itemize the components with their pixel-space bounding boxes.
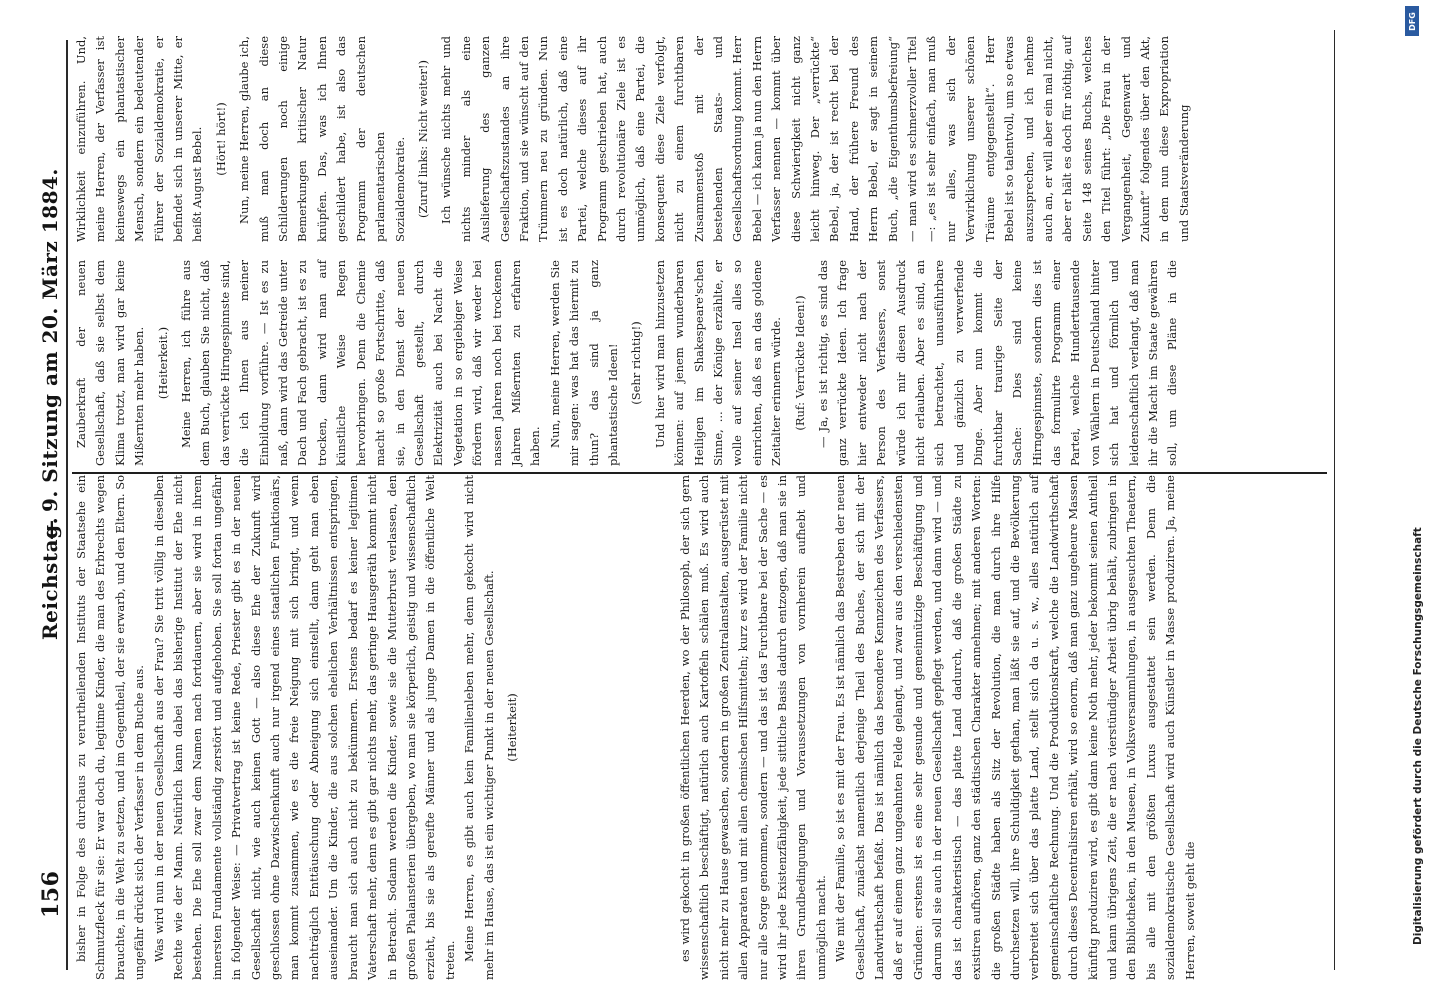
paragraph: Nun, meine Herren, glaube ich, muß man doch an diese Schilderungen noch einige Bemerkungen kritischer Natur knüpfen. Das, was ich Ihnen geschildert habe, ist also das Programm der deutschen parlamentarischen Sozialdemokratie. [237,36,407,242]
aside-remark: (Heiterkeit.) [155,326,170,400]
dfg-logo-text: DFG [1407,11,1417,31]
paragraph: es wird gekocht in großen öffentlichen Heerden, wo der Philosoph, der sich gern wissenschaftlich beschäftigt, natürlich auch Kartoffeln schälen muß. Es wird auch nicht mehr zu Hause gewaschen, sondern in großen Zentralanstalten, ausgerüstet mit allen Apparaten und mit allen chemischen Hilfsmitteln; kurz es wird der Familie nicht nur alle Sorge genommen, sondern — und das ist das Furchtbare bei der Sache — es wird ihr jede Existenzfähigkeit, jede sittliche Basis dadurch entzogen, daß man sie in ihren Grundbedingungen und Voraussetzungen von vornherein aufhebt und unmöglich macht. [678,475,828,980]
paragraph: Zauberkraft der neuen Gesellschaft, daß sie selbst dem Klima trotzt, man wird gar keine Mißernten mehr haben. [74,260,147,466]
aside-remark: (Ruf: Verrückte Ideen!) [792,295,807,431]
paragraph: Meine Herren, ich führe aus dem Buch, glauben Sie nicht, daß das verrückte Hirngespinnste sind, die ich Ihnen aus meiner Einbildung vorführe. — Ist es zu naß, dann wird das Getreide unter Dach und Fach gebracht, ist es zu trocken, dann wird man auf künstliche Weise Regen hervorbringen. Denn die Chemie macht so große Fortschritte, daß sie, in den Dienst der neuen Gesellschaft gestellt, durch Elektrizität auch bei Nacht die Vegetation in so ergiebiger Weise fördern wird, daß wir weder bei nassen Jahren noch bei trockenen Jahren Mißernten zu erfahren haben. [179,260,543,466]
column-left-lower-continued [676,475,1316,980]
column-right-upper [72,36,1322,466]
page-right-rule [1334,30,1335,970]
aside-remark: (Sehr richtig!) [629,321,644,405]
paragraph: — Ja, es ist richtig, es sind das ganz verrückte Ideen. Ich frage hier entweder nicht nach der Person des Verfassers, sonst würde ich mir diesen Ausdruck nicht erlauben. Aber es sind, an sich betrachtet, unausführbare und gänzlich zu verwerfende Dinge. Aber nun kommt die furchtbar traurige Seite der Sache: Dies sind keine Hirngespinnste, sondern dies ist das formulirte Programm einer Partei, welche Hunderttausende von Wählern in Deutschland hinter sich hat und förmlich und leidenschaftlich verlangt, daß man ihr die Macht im Staate gewähren soll, um diese Pläne in die Wirklichkeit einzuführen. Und, meine Herren, der Verfasser ist keineswegs ein phantastischer Mensch, sondern ein bedeutender Führer der Sozialdemokratie, er befindet sich in unserer Mitte, er heißt August Bebel. [74,36,1180,466]
paragraph: Nun, meine Herren, werden Sie mir sagen: was hat das hiermit zu thun? das sind ja ganz phantastische Ideen! [547,260,620,466]
paragraph: Meine Herren, es gibt auch kein Familienleben mehr, denn gekocht wird nicht mehr im Hause, das ist ein wichtiger Punkt in der neuen Gesellschaft. [462,475,496,980]
digitization-credit: Digitalisierung gefördert durch die Deutsche Forschungsgemeinschaft [1412,527,1424,945]
session-title: — 9. Sitzung am 20. März 1884. [38,168,62,540]
aside-remark: (Zuruf links: Nicht weiter!) [415,59,430,219]
column-left-lower [72,475,692,980]
paragraph: Wie mit der Familie, so ist es mit der Frau. Es ist nämlich das Bestreben der neuen Gesellschaft, zunächst namentlich derjenige Theil des Buches, der sich mit der Landwirthschaft befaßt. Das ist nämlich das besondere Kennzeichen des Verfassers, daß er auf einem ganz ungeahnten Felde gelangt, und zwar aus den verschiedensten Gründen: erstens ist es eine sehr gesunde und gemeinnützige Beschäftigung und darum soll sie auch in der neuen Gesellschaft gepflegt werden, und dann wird — und das ist charakteristisch — das platte Land dadurch, daß die großen Städte zu existiren aufhören, ganz den städtischen Charakter annehmen; mit anderen Worten: die großen Städte haben als Sitz der Revolution, die man durch ihre Hilfe durchsetzen will, ihre Schuldigkeit gethan, man läßt sie auf, und die Bevölkerung verbreitet sich über das platte Land, stellt sich da u. s. w., alles natürlich auf gemeinschaftliche Rechnung. Und die Produktionskraft, welche die Landwirthschaft durch dieses Decentralisiren erhält, wird so enorm, daß man ganz ungeheure Massen künftig produziren wird, es gibt dann keine Noth mehr, jeder bekommt seinen Antheil und kann übrigens Zeit, die er nach vierstündiger Arbeit übrig behält, zubringen in den Bibliotheken, in den Museen, in Volksversammlungen, in ausgesuchten Theatern, bis alle mit den größten Luxus ausgestattet sein werden. Denn die sozialdemokratische Gesellschaft wird auch Künstler in Masse produziren. Ja, meine Herren, soweit geht die [833,475,1197,980]
paragraph: Ich wünsche nichts mehr und nichts minder als eine Auslieferung des ganzen Gesellschaftszustandes an ihre Fraktion, und sie wünscht auf den Trümmern neu zu gründen. Nun ist es doch natürlich, daß eine Partei, welche dieses auf ihr Programm geschrieben hat, auch durch revolutionäre Ziele ist es unmöglich, daß eine Partei, die konsequent diese Ziele verfolgt, nicht zu einem furchtbaren Zusammenstoß mit der bestehenden Staats- und Gesellschaftsordnung kommt. Herr Bebel — ich kann ja nun den Herrn Verfasser nennen — kommt über diese Schwierigkeit nicht ganz leicht hinweg. Der „verrückte“ Bebel, ja, der ist recht bei der Hand, der frühere Freund des Herrn Bebel, er sagt in seinem Buch, „die Eigenthumsbefreiung“ — man wird es schmerzvoller Titel —: „es ist sehr einfach, man muß nur alles, was sich der Verwirklichung unserer schönen Träume entgegenstellt“. Herr Bebel ist so talentvoll, um so etwas auszusprechen, und ich nehme auch an, er will aber ein mal nicht, aber er hält es doch für nöthig, auf Seite 148 seines Buchs, welches den Titel führt: „Die Frau in der Vergangenheit, Gegenwart und Zukunft“ folgendes über den Akt, in dem nun diese Expropriation und Staatsveränderung [439,36,1191,242]
aside-remark: (Heiterkeit) [504,693,519,762]
dfg-logo [1405,6,1419,36]
paragraph: bisher in Folge des durchaus zu verurtheilenden Instituts der Staatsehe ein Schmutzfleck für sie: Er war doch du, legitime Kinder, die man des Erbrechts wegen brauchte, in die Welt zu setzen, und im Gegentheil, der sie erwarb, und den Eltern. So ungefähr drückt sich der Verfasser in dem Buche aus. [74,475,147,980]
paragraph: Und hier wird man hinzusetzen können: auf jenem wunderbaren Heiligen im Shakespeare'schen Sinne, ... der Könige erzählte, er wolle auf seiner Insel alles so einrichten, daß es an das goldene Zeitalter erinnern würde. [652,260,784,466]
column-divider [72,472,1327,474]
aside-remark: (Hört! hört!) [213,102,228,176]
section-title: Reichstag. [38,516,62,640]
paragraph: Was wird nun in der neuen Gesellschaft aus der Frau? Sie tritt völlig in dieselben Rechte wie der Mann. Natürlich kann dabei das bisherige Institut der Ehe nicht bestehen. Die Ehe soll zwar dem Namen nach fortdauern, aber sie wird in ihrem innersten Fundamente vollständig zerstört und aufgehoben. Sie soll fortan ungefähr in folgender Weise: — Privatvertrag ist keine Rede, Priester gibt es in der neuen Gesellschaft nicht, wie auch keinen Gott — also diese Ehe der Zukunft wird geschlossen ohne Dazwischenkunft auch nur irgend eines staatlichen Funktionärs, man kommt zusammen, wie es die freie Neigung mit sich bringt, und wenn nachträglich Enttäuschung oder Abneigung sich einstellt, dann geht man eben auseinander. Um die Kinder, die aus solchen ehelichen Verhältnissen entspringen, braucht man sich auch nicht zu bekümmern. Erstens bedarf es keiner legitimen Vaterschaft mehr, denn es gibt gar nichts mehr, das geringe Hausgeräth kommt nicht in Betracht. Sodann werden die Kinder, sowie sie die Mutterbrust verlassen, den großen Phalansterien übergeben, wo man sie körperlich, geistig und wissenschaftlich erzieht, bis sie als gereifte Männer und als junge Damen in die öffentliche Welt treten. [151,475,457,980]
page-number: 156 [38,870,64,918]
header-rule [66,40,68,970]
